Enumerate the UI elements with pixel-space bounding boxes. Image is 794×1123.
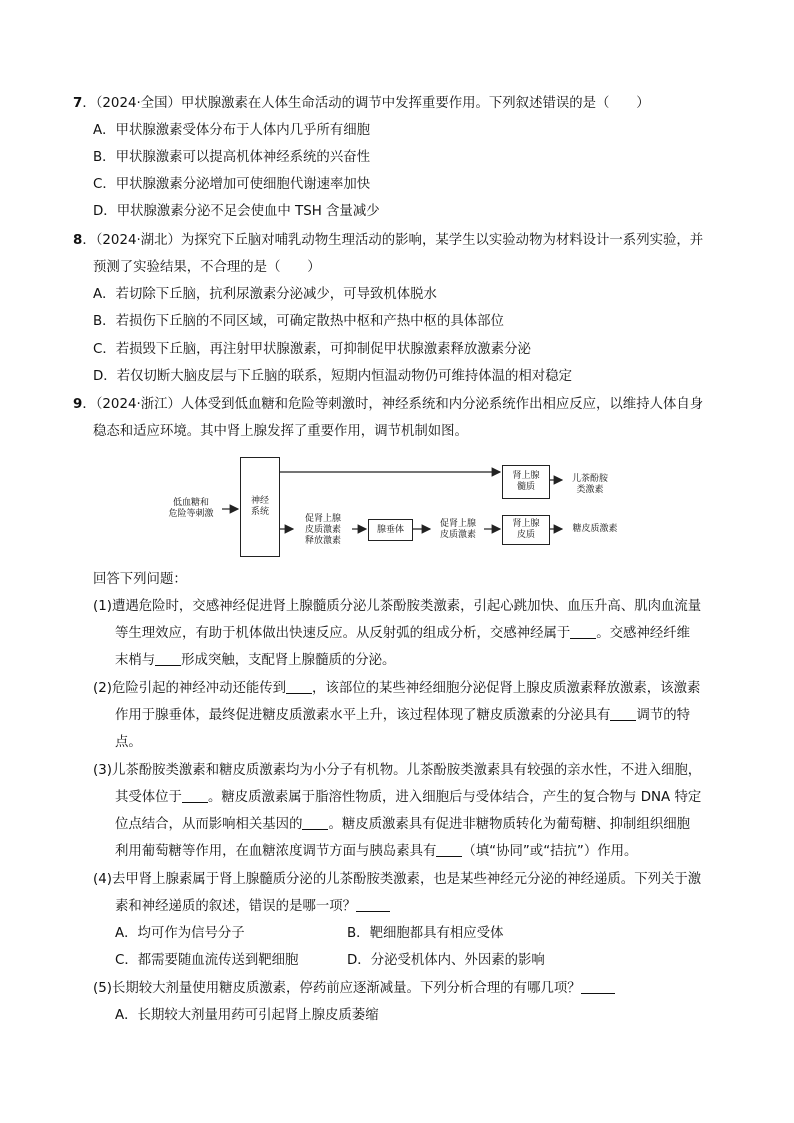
- adrenal-medulla-box: 肾上腺 髓质: [502, 465, 550, 499]
- crh-label: 促肾上腺 皮质激素 释放激素: [304, 514, 341, 546]
- glucocorticoid-label: 糖皮质激素: [572, 524, 618, 534]
- q8-stem-cont: 预测了实验结果，不合理的是（ ）: [93, 260, 321, 275]
- sub2-line3: 点。: [115, 735, 142, 750]
- q7-option-d: D．甲状腺激素分泌不足会使血中 TSH 含量减少: [93, 204, 380, 219]
- sub1-line2: 等生理效应，有助于机体做出快速反应。从反射弧的组成分析，交感神经属于 。交感神经纤维: [115, 626, 691, 641]
- q8-option-b: B．若损伤下丘脑的不同区域，可确定散热中枢和产热中枢的具体部位: [93, 314, 504, 329]
- answer-blank[interactable]: [436, 842, 462, 857]
- q8-option-c: C．若损毁下丘脑，再注射甲状腺激素，可抑制促甲状腺激素释放激素分泌: [93, 342, 531, 357]
- acth-label: 促肾上腺 皮质激素: [439, 519, 476, 540]
- q8-option-d: D．若仅切断大脑皮层与下丘脑的联系，短期内恒温动物仍可维持体温的相对稳定: [93, 369, 572, 384]
- q7-option-c: C．甲状腺激素分泌增加可使细胞代谢速率加快: [93, 177, 371, 192]
- sub4-option-b: B．靶细胞都具有相应受体: [347, 926, 504, 941]
- sub4-option-a: A．均可作为信号分子: [115, 926, 245, 941]
- q9-stem: 9．（2024·浙江）人体受到低血糖和危险等刺激时，神经系统和内分泌系统作出相应反应，以维持人体自身: [73, 397, 704, 412]
- answer-blank[interactable]: [286, 679, 312, 694]
- sub1-line3: 末梢与 形成突触，支配肾上腺髓质的分泌。: [115, 653, 396, 668]
- q8-stem: 8．（2024·湖北）为探究下丘脑对哺乳动物生理活动的影响，某学生以实验动物为材料设计一系列实验，并: [73, 233, 704, 248]
- answer-blank[interactable]: [610, 706, 636, 721]
- diagram-arrows: [160, 455, 640, 560]
- answer-blank[interactable]: [356, 897, 390, 912]
- sub3-line4: 利用葡萄糖等作用，在血糖浓度调节方面与胰岛素具有 （填“协同”或“拮抗”）作用。: [115, 844, 638, 859]
- q7-option-b: B．甲状腺激素可以提高机体神经系统的兴奋性: [93, 150, 370, 165]
- q7-stem: 7．（2024·全国）甲状腺激素在人体生命活动的调节中发挥重要作用。下列叙述错误的是（ ）: [73, 96, 650, 111]
- catecholamine-label: 儿茶酚胺 类激素: [571, 474, 608, 495]
- answer-blank[interactable]: [155, 651, 181, 666]
- regulation-diagram: [160, 455, 640, 560]
- sub4-line2: 素和神经递质的叙述，错误的是哪一项？: [115, 897, 390, 917]
- q9-stem-cont: 稳态和适应环境。其中肾上腺发挥了重要作用，调节机制如图。: [93, 424, 468, 439]
- sub4-line1: (4)去甲肾上腺素属于肾上腺髓质分泌的儿茶酚胺类激素，也是某些神经元分泌的神经递质。下列关于激: [93, 872, 702, 887]
- answer-blank[interactable]: [581, 979, 615, 994]
- nervous-system-box: 神经 系统: [240, 457, 280, 557]
- sub2-line1: (2)危险引起的神经冲动还能传到 ，该部位的某些神经细胞分泌促肾上腺皮质激素释放激素，该激素: [93, 681, 701, 696]
- answer-blank[interactable]: [182, 788, 208, 803]
- sub1-line1: (1)遭遇危险时，交感神经促进肾上腺髓质分泌儿茶酚胺类激素，引起心跳加快、血压升高、肌肉血流量: [93, 599, 702, 614]
- sub3-line1: (3)儿茶酚胺类激素和糖皮质激素均为小分子有机物。儿茶酚胺类激素具有较强的亲水性，不进入细胞，: [93, 763, 702, 778]
- sub5-line1: (5)长期较大剂量使用糖皮质激素，停药前应逐渐减量。下列分析合理的有哪几项？: [93, 979, 615, 999]
- answer-blank[interactable]: [570, 624, 596, 639]
- sub4-option-d: D．分泌受机体内、外因素的影响: [347, 953, 545, 968]
- answer-blank[interactable]: [302, 815, 328, 830]
- stimulus-label: 低血糖和 危险等刺激: [168, 498, 214, 519]
- adrenal-cortex-box: 肾上腺 皮质: [502, 515, 550, 545]
- sub3-line3: 位点结合，从而影响相关基因的 。糖皮质激素具有促进非糖物质转化为葡萄糖、抑制组织细胞: [115, 817, 691, 832]
- q7-option-a: A．甲状腺激素受体分布于人体内几乎所有细胞: [93, 123, 370, 138]
- sub3-line2: 其受体位于 。糖皮质激素属于脂溶性物质，进入细胞后与受体结合，产生的复合物与 DNA 特定: [115, 790, 702, 805]
- q8-option-a: A．若切除下丘脑，抗利尿激素分泌减少，可导致机体脱水: [93, 287, 437, 302]
- sub4-option-c: C．都需要随血流传送到靶细胞: [115, 953, 299, 968]
- sub5-option-a: A．长期较大剂量用药可引起肾上腺皮质萎缩: [115, 1008, 379, 1023]
- pituitary-box: 腺垂体: [368, 519, 413, 541]
- q9-prompt: 回答下列问题：: [93, 572, 187, 587]
- sub2-line2: 作用于腺垂体，最终促进糖皮质激素水平上升，该过程体现了糖皮质激素的分泌具有 调节的特: [115, 708, 691, 723]
